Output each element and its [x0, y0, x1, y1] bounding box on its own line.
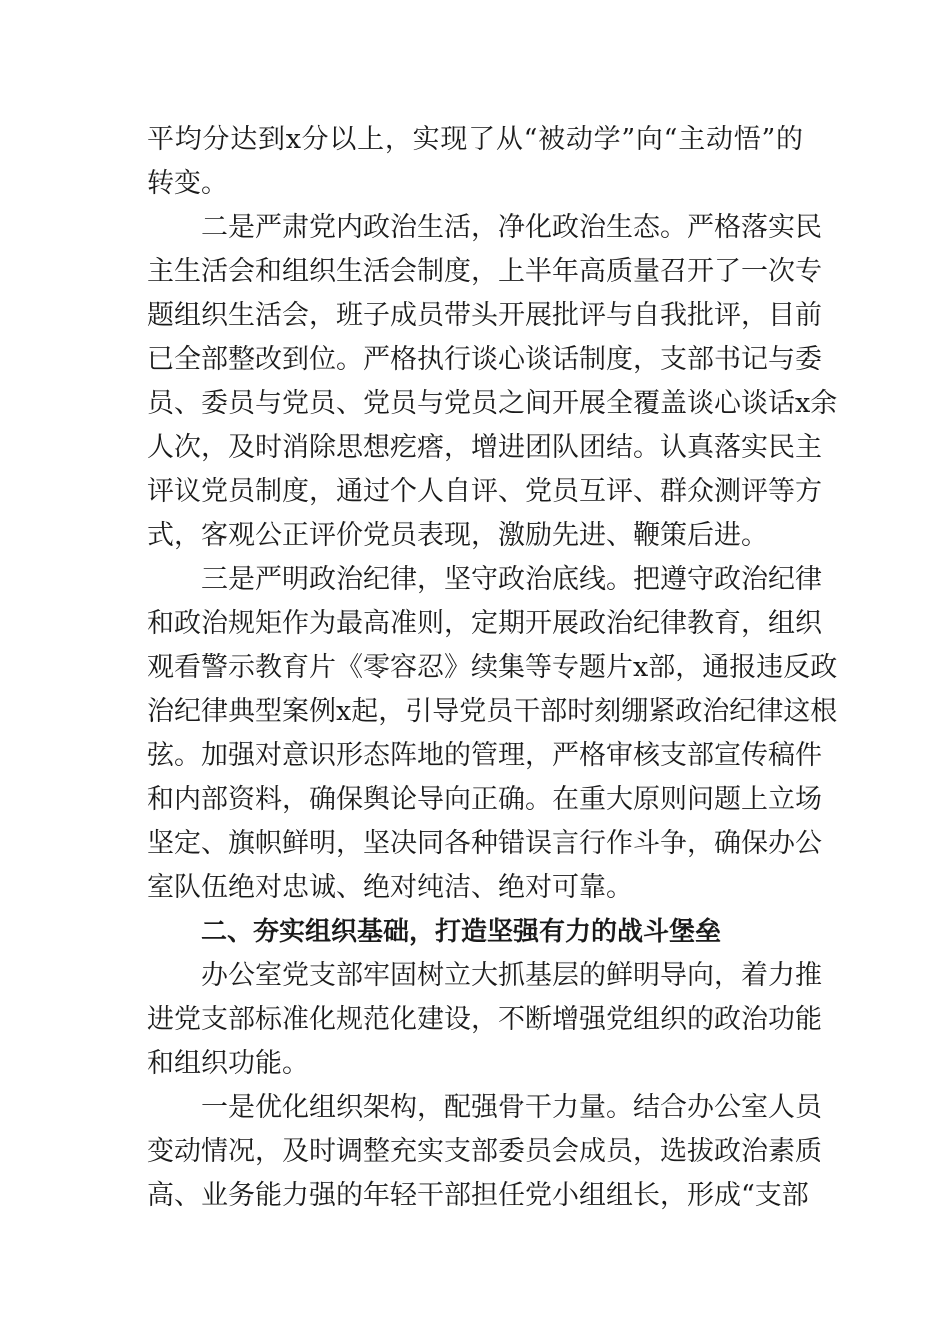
text-line: 题组织生活会，班子成员带头开展批评与自我批评，目前 [147, 300, 822, 331]
text-line: 观看警示教育片《零容忍》续集等专题片x部，通报违反政 [147, 652, 838, 683]
section-heading: 二、夯实组织基础，打造坚强有力的战斗堡垒 [201, 917, 722, 947]
text-line: 弦。加强对意识形态阵地的管理，严格审核支部宣传稿件 [147, 740, 822, 771]
text-line: 坚定、旗帜鲜明，坚决同各种错误言行作斗争，确保办公 [147, 828, 822, 859]
paragraph-first-line: 二是严肃党内政治生活，净化政治生态。严格落实民 [201, 212, 822, 243]
text-line: 和内部资料，确保舆论导向正确。在重大原则问题上立场 [147, 784, 822, 815]
text-line: 变动情况，及时调整充实支部委员会成员，选拔政治素质 [147, 1136, 822, 1167]
paragraph-first-line: 办公室党支部牢固树立大抓基层的鲜明导向，着力推 [201, 960, 822, 991]
text-line: 转变。 [147, 168, 228, 199]
text-line: 平均分达到x分以上，实现了从“被动学”向“主动悟”的 [147, 124, 803, 155]
text-line: 和组织功能。 [147, 1048, 309, 1079]
text-line: 主生活会和组织生活会制度，上半年高质量召开了一次专 [147, 256, 822, 287]
text-line: 进党支部标准化规范化建设，不断增强党组织的政治功能 [147, 1004, 822, 1035]
text-line: 评议党员制度，通过个人自评、党员互评、群众测评等方 [147, 476, 822, 507]
text-line: 人次，及时消除思想疙瘩，增进团队团结。认真落实民主 [147, 432, 822, 463]
text-line: 高、业务能力强的年轻干部担任党小组组长，形成“支部 [147, 1180, 809, 1211]
text-line: 室队伍绝对忠诚、绝对纯洁、绝对可靠。 [147, 872, 633, 903]
paragraph-first-line: 三是严明政治纪律，坚守政治底线。把遵守政治纪律 [201, 564, 822, 595]
text-line: 治纪律典型案例x起，引导党员干部时刻绷紧政治纪律这根 [147, 696, 838, 727]
text-line: 和政治规矩作为最高准则，定期开展政治纪律教育，组织 [147, 608, 822, 639]
text-line: 员、委员与党员、党员与党员之间开展全覆盖谈心谈话x余 [147, 388, 838, 419]
text-line: 式，客观公正评价党员表现，激励先进、鞭策后进。 [147, 520, 768, 551]
paragraph-first-line: 一是优化组织架构，配强骨干力量。结合办公室人员 [201, 1092, 822, 1123]
text-line: 已全部整改到位。严格执行谈心谈话制度，支部书记与委 [147, 344, 822, 375]
